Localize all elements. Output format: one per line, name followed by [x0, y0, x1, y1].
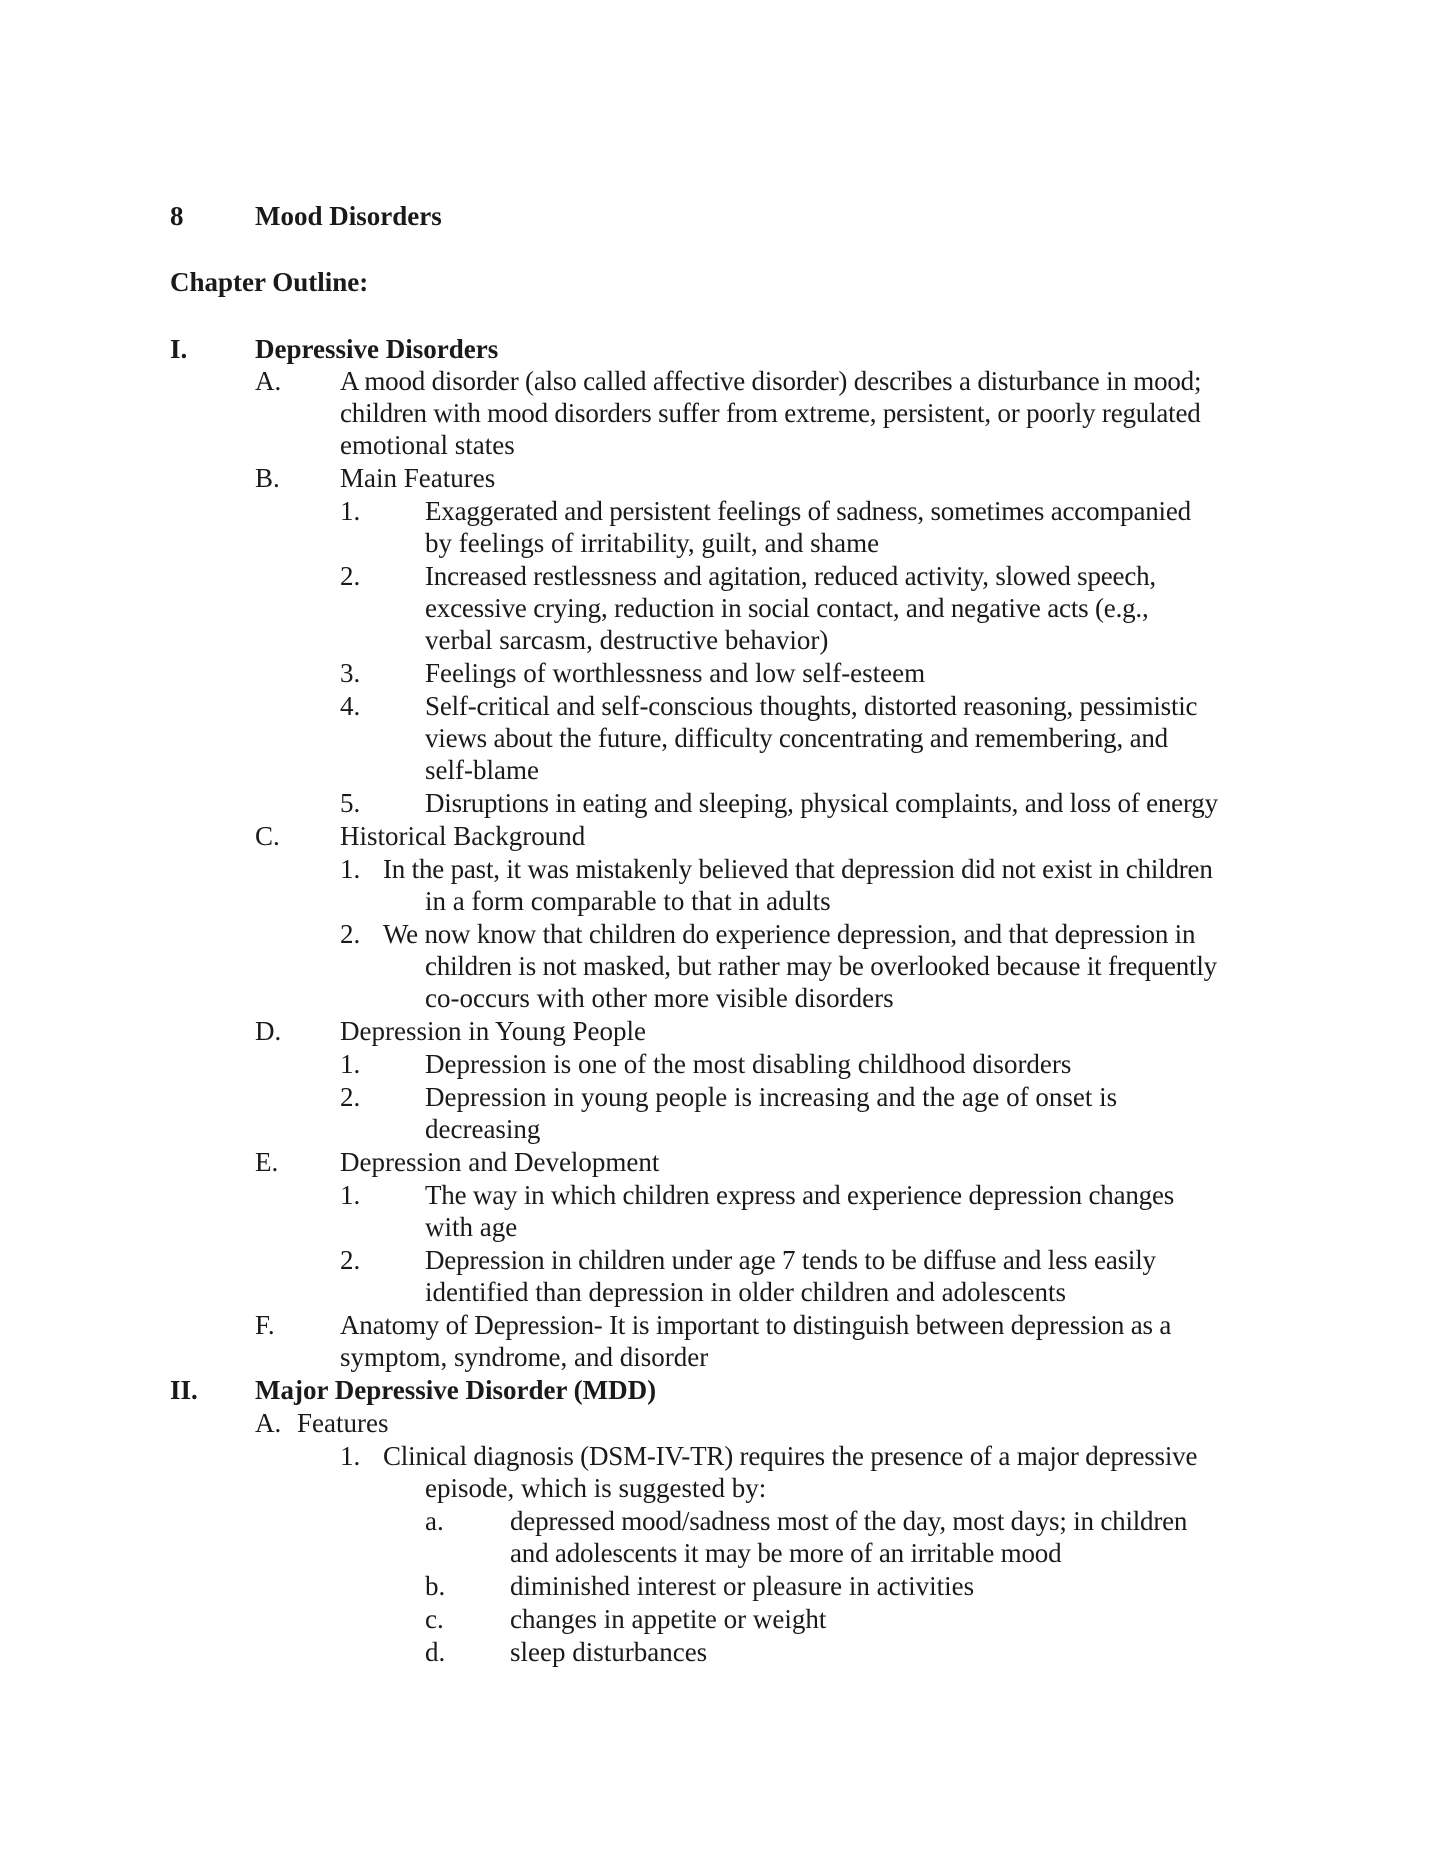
outline-number: 1. — [340, 1180, 361, 1210]
outline-label: Chapter Outline: — [170, 267, 369, 297]
subsection-title: Depression and Development — [340, 1147, 660, 1177]
outline-number: 1. — [340, 854, 361, 884]
outline-text-line: children is not masked, but rather may be overlooked because it frequently — [425, 951, 1217, 981]
outline-number: 2. — [340, 919, 361, 949]
section-title: Depressive Disorders — [255, 334, 499, 364]
outline-text-line: identified than depression in older children and adolescents — [425, 1277, 1067, 1307]
outline-letter: A. — [255, 366, 282, 396]
outline-text-line: emotional states — [340, 430, 515, 460]
subsection-title: Main Features — [340, 463, 496, 493]
outline-text-line: self-blame — [425, 755, 539, 785]
outline-text-line: Depression in young people is increasing and the age of onset is — [425, 1082, 1118, 1112]
outline-text-line: in a form comparable to that in adults — [425, 886, 831, 916]
section-numeral: II. — [170, 1375, 198, 1405]
outline-number: 4. — [340, 691, 361, 721]
outline-number: 3. — [340, 658, 361, 688]
outline-text-line: with age — [425, 1212, 518, 1242]
outline-number: 1. — [340, 1441, 361, 1471]
outline-text-line: Increased restlessness and agitation, reduced activity, slowed speech, — [425, 561, 1156, 591]
outline-text-line: and adolescents it may be more of an irritable mood — [510, 1538, 1062, 1568]
outline-letter: F. — [255, 1310, 275, 1340]
outline-letter: E. — [255, 1147, 279, 1177]
outline-number: 2. — [340, 1245, 361, 1275]
outline-text-line: We now know that children do experience depression, and that depression in — [383, 919, 1196, 949]
outline-text-line: Anatomy of Depression- It is important to distinguish between depression as a — [340, 1310, 1172, 1340]
outline-text-line: verbal sarcasm, destructive behavior) — [425, 625, 829, 655]
outline-text-line: The way in which children express and experience depression changes — [425, 1180, 1175, 1210]
chapter-number: 8 — [170, 201, 184, 231]
outline-text-line: changes in appetite or weight — [510, 1604, 827, 1634]
outline-text-line: Depression is one of the most disabling childhood disorders — [425, 1049, 1072, 1079]
outline-number: 1. — [340, 1049, 361, 1079]
outline-text-line: decreasing — [425, 1114, 541, 1144]
outline-letter: b. — [425, 1571, 446, 1601]
subsection-title: Depression in Young People — [340, 1016, 647, 1046]
outline-number: 2. — [340, 561, 361, 591]
outline-text-line: by feelings of irritability, guilt, and shame — [425, 528, 880, 558]
outline-text-line: Exaggerated and persistent feelings of sadness, sometimes accompanied — [425, 496, 1191, 526]
outline-text-line: co-occurs with other more visible disorders — [425, 983, 894, 1013]
outline-letter: c. — [425, 1604, 444, 1634]
outline-text-line: episode, which is suggested by: — [425, 1473, 767, 1503]
outline-text-line: symptom, syndrome, and disorder — [340, 1342, 709, 1372]
subsection-title: Historical Background — [340, 821, 586, 851]
outline-text-line: views about the future, difficulty concentrating and remembering, and — [425, 723, 1168, 753]
outline-text-line: In the past, it was mistakenly believed that depression did not exist in children — [383, 854, 1213, 884]
outline-text-line: children with mood disorders suffer from extreme, persistent, or poorly regulated — [340, 398, 1201, 428]
section-numeral: I. — [170, 334, 188, 364]
outline-text-line: Feelings of worthlessness and low self-esteem — [425, 658, 926, 688]
outline-text-line: sleep disturbances — [510, 1637, 708, 1667]
outline-letter: d. — [425, 1637, 446, 1667]
outline-number: 2. — [340, 1082, 361, 1112]
outline-text-line: A mood disorder (also called affective disorder) describes a disturbance in mood; — [340, 366, 1202, 396]
outline-text-line: Clinical diagnosis (DSM-IV-TR) requires the presence of a major depressive — [383, 1441, 1198, 1471]
outline-letter: C. — [255, 821, 280, 851]
outline-letter: B. — [255, 463, 280, 493]
outline-text-line: depressed mood/sadness most of the day, most days; in children — [510, 1506, 1188, 1536]
outline-text-line: excessive crying, reduction in social contact, and negative acts (e.g., — [425, 593, 1149, 623]
outline-letter: A. — [255, 1408, 282, 1438]
subsection-title: Features — [297, 1408, 389, 1438]
outline-text-line: Depression in children under age 7 tends to be diffuse and less easily — [425, 1245, 1156, 1275]
outline-text-line: Self-critical and self-conscious thoughts, distorted reasoning, pessimistic — [425, 691, 1198, 721]
outline-text-line: Disruptions in eating and sleeping, physical complaints, and loss of energy — [425, 788, 1218, 818]
outline-letter: D. — [255, 1016, 282, 1046]
chapter-title: Mood Disorders — [255, 201, 442, 231]
section-title: Major Depressive Disorder (MDD) — [255, 1375, 657, 1405]
outline-text-line: diminished interest or pleasure in activities — [510, 1571, 975, 1601]
outline-number: 1. — [340, 496, 361, 526]
outline-number: 5. — [340, 788, 361, 818]
outline-letter: a. — [425, 1506, 444, 1536]
